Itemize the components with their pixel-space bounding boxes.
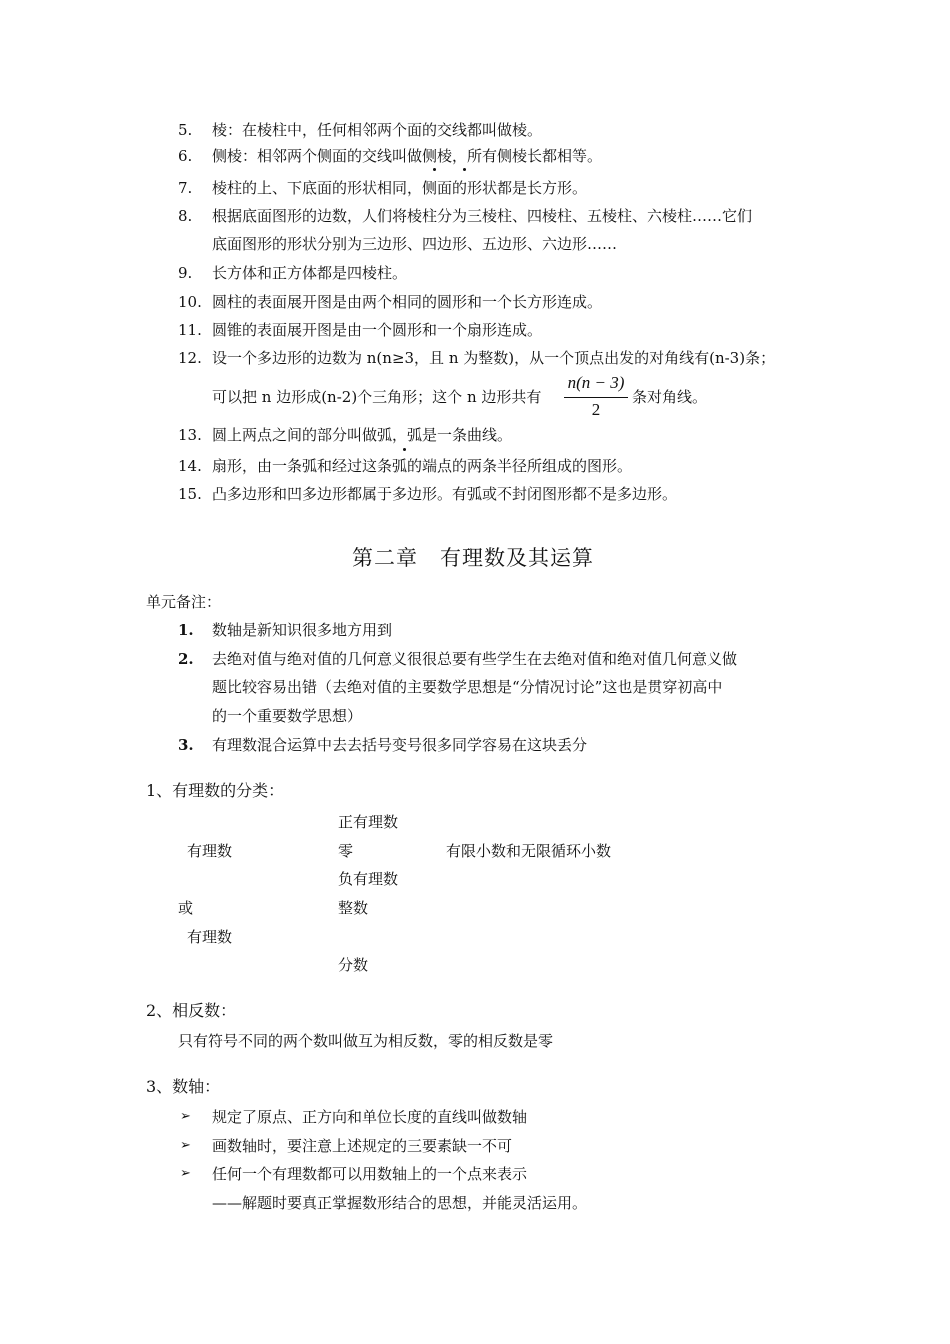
item-text: 棱柱的上、下底面的形状相同，侧面的形状都是长方形。 <box>212 179 588 197</box>
item-text-line1: 设一个多边形的边数为 n(n≥3，且 n 为整数)，从一个顶点出发的对角线有(n-3)条； <box>212 349 776 367</box>
item-number: 15. <box>178 485 202 503</box>
item-text: 圆柱的表面展开图是由两个相同的圆形和一个长方形连成。 <box>212 293 603 311</box>
fraction-formula <box>564 372 628 422</box>
arrow-bullet-icon: ➢ <box>180 1166 191 1181</box>
class-fraction: 分数 <box>338 956 369 974</box>
section-heading: 1、有理数的分类： <box>146 781 285 800</box>
item-text-line1: 根据底面图形的边数，人们将棱柱分为三棱柱、四棱柱、五棱柱、六棱柱……它们 <box>212 207 753 225</box>
emphasis-dot <box>433 168 436 171</box>
item-text-line2-pre: 可以把 n 边形成(n-2)个三角形；这个 n 边形共有 <box>212 388 542 406</box>
item-number: 14. <box>178 457 202 475</box>
class-negative: 负有理数 <box>338 870 399 888</box>
note-text-line2: 题比较容易出错（去绝对值的主要数学思想是“分情况讨论”这也是贯穿初高中 <box>212 678 723 696</box>
emphasis-dot <box>403 448 406 451</box>
note-number: 3. <box>178 736 194 754</box>
item-number: 10. <box>178 293 202 311</box>
note-text: ——解题时要真正掌握数形结合的思想，并能灵活运用。 <box>212 1194 588 1212</box>
item-text-line2-post: 条对角线。 <box>632 388 708 406</box>
item-number: 13. <box>178 426 202 444</box>
note-text-line1: 去绝对值与绝对值的几何意义很很总要有些学生在去绝对值和绝对值几何意义做 <box>212 650 738 668</box>
unit-notes-label: 单元备注： <box>146 593 222 611</box>
class-note: 有限小数和无限循环小数 <box>446 842 612 860</box>
definition-text: 只有符号不同的两个数叫做互为相反数，零的相反数是零 <box>178 1032 554 1050</box>
item-number: 9. <box>178 264 193 282</box>
chapter-title: 第二章 有理数及其运算 <box>352 546 594 570</box>
item-text: 圆锥的表面展开图是由一个圆形和一个扇形连成。 <box>212 321 543 339</box>
item-number: 7. <box>178 179 193 197</box>
note-number: 1. <box>178 621 194 639</box>
fraction-denominator: 2 <box>591 400 601 419</box>
item-text: 棱：在棱柱中，任何相邻两个面的交线都叫做棱。 <box>212 121 543 139</box>
note-text: 有理数混合运算中去去括号变号很多同学容易在这块丢分 <box>212 736 588 754</box>
item-text: 凸多边形和凹多边形都属于多边形。有弧或不封闭图形都不是多边形。 <box>212 485 678 503</box>
bullet-text: 规定了原点、正方向和单位长度的直线叫做数轴 <box>212 1108 528 1126</box>
item-text: 圆上两点之间的部分叫做弧，弧是一条曲线。 <box>212 426 513 444</box>
arrow-bullet-icon: ➢ <box>180 1109 191 1124</box>
note-text: 数轴是新知识很多地方用到 <box>212 621 393 639</box>
item-number: 8. <box>178 207 193 225</box>
fraction-bar <box>564 397 628 398</box>
item-number: 12. <box>178 349 202 367</box>
class-rational: 有理数 <box>187 928 233 946</box>
class-positive: 正有理数 <box>338 813 399 831</box>
section-heading: 2、相反数： <box>146 1001 237 1020</box>
fraction-numerator: n(n − 3) <box>567 373 625 392</box>
section-heading: 3、数轴： <box>146 1077 221 1096</box>
bullet-text: 任何一个有理数都可以用数轴上的一个点来表示 <box>212 1165 528 1183</box>
item-text: 扇形，由一条弧和经过这条弧的端点的两条半径所组成的图形。 <box>212 457 633 475</box>
emphasis-dot <box>463 168 466 171</box>
class-rational: 有理数 <box>187 842 233 860</box>
item-text-line2: 底面图形的形状分别为三边形、四边形、五边形、六边形…… <box>212 235 618 253</box>
bullet-text: 画数轴时，要注意上述规定的三要素缺一不可 <box>212 1137 513 1155</box>
item-number: 11. <box>178 321 202 339</box>
class-integer: 整数 <box>338 899 369 917</box>
note-number: 2. <box>178 650 194 668</box>
arrow-bullet-icon: ➢ <box>180 1138 191 1153</box>
class-zero: 零 <box>338 842 354 860</box>
item-text: 长方体和正方体都是四棱柱。 <box>212 264 408 282</box>
class-or: 或 <box>178 899 194 917</box>
note-text-line3: 的一个重要数学思想） <box>212 707 363 725</box>
item-number: 5. <box>178 121 193 139</box>
item-number: 6. <box>178 147 193 165</box>
item-text: 侧棱：相邻两个侧面的交线叫做侧棱，所有侧棱长都相等。 <box>212 147 603 165</box>
